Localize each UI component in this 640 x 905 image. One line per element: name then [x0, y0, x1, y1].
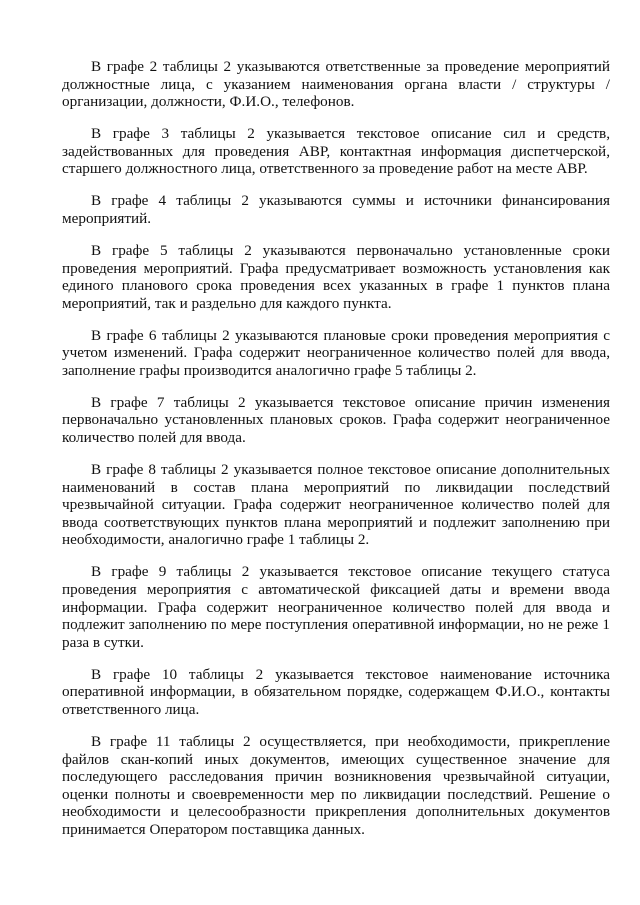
paragraph-column-7: В графе 7 таблицы 2 указывается текстовое описание причин изменения первоначально установленных плановых сроков. Графа содержит неограниченное количество полей для ввода.: [62, 393, 610, 447]
paragraph-column-9: В графе 9 таблицы 2 указывается текстовое описание текущего статуса проведения мероприятия с автоматической фиксацией даты и времени ввода информации. Графа содержит неограниченное количество полей для ввода и подлежит заполнению по мере поступления оперативной информации, но не реже 1 раза в сутки.: [62, 563, 610, 651]
paragraph-column-8: В графе 8 таблицы 2 указывается полное текстовое описание дополнительных наименований в состав плана мероприятий по ликвидации последствий чрезвычайной ситуации. Графа содержит неограниченное количество полей для ввода соответствующих пунктов плана мероприятий и подлежит заполнению при необходимости, аналогично графе 1 таблицы 2.: [62, 461, 610, 549]
paragraph-column-4: В графе 4 таблицы 2 указываются суммы и источники финансирования мероприятий.: [62, 192, 610, 227]
document-body: [62, 58, 610, 853]
paragraph-column-6: В графе 6 таблицы 2 указываются плановые сроки проведения мероприятия с учетом изменений. Графа содержит неограниченное количество полей для ввода, заполнение графы производится аналогично графе 5 таблицы 2.: [62, 326, 610, 379]
paragraph-column-11: В графе 11 таблицы 2 осуществляется, при необходимости, прикрепление файлов скан-копий иных документов, имеющих существенное значение для последующего расследования причин возникновения чрезвычайной ситуации, оценки полноты и своевременности мер по ликвидации последствий. Решение о необходимости и целесообразности прикрепления дополнительных документов принимается Оператором поставщика данных.: [62, 732, 610, 838]
paragraph-column-3: В графе 3 таблицы 2 указывается текстовое описание сил и средств, задействованных для проведения АВР, контактная информация диспетчерской, старшего должностного лица, ответственного за проведение работ на месте АВР.: [62, 125, 610, 178]
paragraph-column-5: В графе 5 таблицы 2 указываются первоначально установленные сроки проведения мероприятий. Графа предусматривает возможность установления как единого планового срока проведения всех указанных в графе 1 пунктов плана мероприятий, так и раздельно для каждого пункта.: [62, 241, 610, 312]
paragraph-column-2: В графе 2 таблицы 2 указываются ответственные за проведение мероприятий должностные лица, с указанием наименования органа власти / структуры / организации, должности, Ф.И.О., телефонов.: [62, 58, 610, 111]
paragraph-column-10: В графе 10 таблицы 2 указывается текстовое наименование источника оперативной информации, в обязательном порядке, содержащем Ф.И.О., контакты ответственного лица.: [62, 665, 610, 718]
